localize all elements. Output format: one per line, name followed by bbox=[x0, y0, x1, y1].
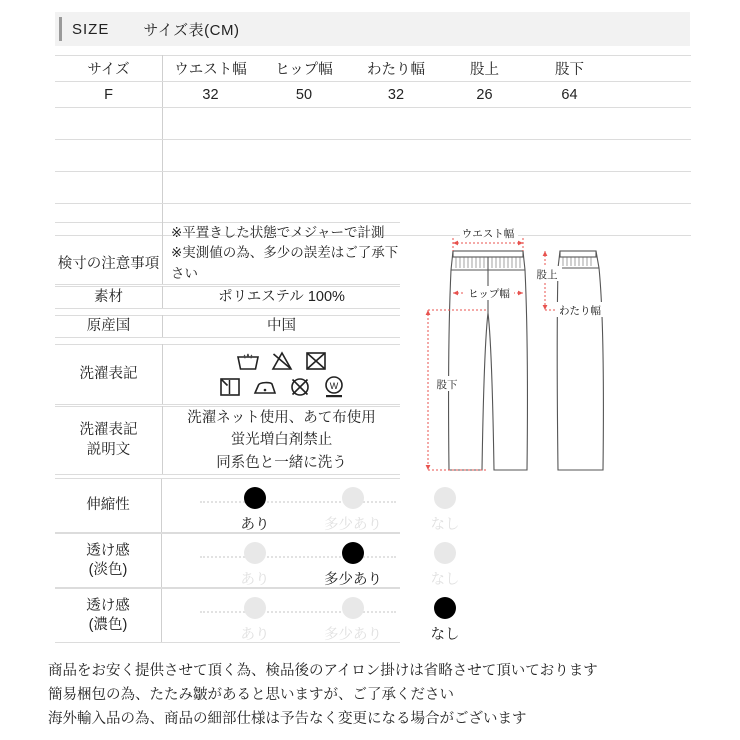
rating-label-line-2: (淡色) bbox=[88, 561, 128, 578]
iron-one-dot-icon bbox=[252, 376, 278, 398]
blank-cell bbox=[163, 172, 259, 204]
blank-cell bbox=[258, 172, 350, 204]
rating-scale-sheer-dark bbox=[162, 589, 500, 642]
blank-cell bbox=[258, 108, 350, 140]
no-tumble-dry-icon bbox=[304, 350, 328, 372]
footer-line-2: 簡易梱包の為、たたみ皺があると思いますが、ご了承ください bbox=[48, 686, 454, 703]
rating-label-line-1: 透け感 bbox=[86, 543, 130, 560]
measurement-table bbox=[55, 55, 691, 236]
table-row-blank bbox=[55, 172, 691, 204]
no-dryclean-icon bbox=[288, 376, 312, 398]
care-icon-group bbox=[163, 345, 400, 404]
header-size-label: SIZE bbox=[72, 20, 110, 38]
measurement-arrows bbox=[426, 241, 548, 470]
pants-side-outline bbox=[557, 251, 603, 470]
blank-cell bbox=[350, 108, 442, 140]
measure-note-line-2: ※実測値の為、多少の誤差はご了承下さい bbox=[171, 245, 399, 281]
rating-dot bbox=[244, 542, 266, 564]
table-row bbox=[55, 82, 691, 108]
material-row bbox=[55, 286, 400, 309]
care-icon-row-1 bbox=[236, 350, 328, 372]
care-symbols-value bbox=[163, 345, 401, 405]
pants-measurement-diagram bbox=[408, 218, 698, 480]
diagram-label-waist: ウエスト幅 bbox=[461, 228, 515, 240]
blank-cell bbox=[55, 172, 163, 204]
measurement-guides bbox=[428, 238, 603, 470]
rating-label-line-2: (濃色) bbox=[88, 616, 128, 633]
material-label: 素材 bbox=[55, 287, 163, 309]
cell-rise: 26 bbox=[442, 82, 527, 108]
rating-option-label: 多少あり bbox=[324, 517, 382, 533]
blank-cell bbox=[55, 140, 163, 172]
care-note-label-line-2: 説明文 bbox=[86, 441, 131, 458]
care-note-line-2: 蛍光増白剤禁止 bbox=[230, 432, 333, 449]
cell-size: F bbox=[55, 82, 163, 108]
rating-option-label: なし bbox=[430, 627, 460, 643]
care-icon-row-2 bbox=[218, 375, 346, 399]
rating-label-stretch bbox=[55, 479, 162, 532]
blank-cell bbox=[350, 172, 442, 204]
blank-cell bbox=[442, 108, 527, 140]
rating-dot bbox=[434, 597, 456, 619]
measure-notes-value bbox=[163, 223, 401, 285]
table-row-blank bbox=[55, 140, 691, 172]
rating-dot bbox=[342, 487, 364, 509]
pants-diagram-svg bbox=[408, 218, 698, 480]
care-symbols-row bbox=[55, 344, 400, 405]
blank-cell bbox=[527, 140, 612, 172]
no-bleach-triangle-icon bbox=[270, 350, 294, 372]
column-header-waist: ウエスト幅 bbox=[163, 56, 259, 82]
origin-label: 原産国 bbox=[55, 316, 163, 338]
table-header-row bbox=[55, 56, 691, 82]
rating-option-nashi[interactable] bbox=[405, 487, 485, 534]
table-row-blank bbox=[55, 108, 691, 140]
rating-option-label: なし bbox=[430, 517, 460, 533]
drip-dry-shade-icon bbox=[218, 376, 242, 398]
rating-option-label: あり bbox=[240, 517, 270, 533]
material-value: ポリエステル 100% bbox=[163, 287, 401, 309]
blank-cell bbox=[258, 140, 350, 172]
rating-scale-stretch bbox=[162, 479, 500, 532]
cell-inseam: 64 bbox=[527, 82, 612, 108]
rating-option-label: なし bbox=[430, 572, 460, 588]
rating-label-sheer-light bbox=[55, 534, 162, 587]
care-note-row bbox=[55, 406, 400, 475]
rating-option-ari[interactable] bbox=[215, 597, 295, 644]
cell-waist: 32 bbox=[163, 82, 259, 108]
footer-disclaimer bbox=[48, 660, 708, 732]
header-accent-bar bbox=[59, 17, 62, 41]
rating-dot bbox=[434, 542, 456, 564]
blank-cell bbox=[612, 108, 691, 140]
rating-row-sheer-dark bbox=[55, 588, 460, 643]
blank-cell bbox=[527, 108, 612, 140]
rating-option-tashou-ari[interactable] bbox=[313, 597, 393, 644]
blank-cell bbox=[442, 140, 527, 172]
care-note-value bbox=[163, 407, 401, 475]
blank-cell bbox=[612, 140, 691, 172]
column-header-empty bbox=[612, 56, 691, 82]
rating-dot bbox=[342, 542, 364, 564]
rating-dot bbox=[434, 487, 456, 509]
column-header-hip: ヒップ幅 bbox=[258, 56, 350, 82]
cell-empty bbox=[612, 82, 691, 108]
wet-clean-w-icon bbox=[322, 375, 346, 399]
rating-dot bbox=[342, 597, 364, 619]
rating-label-sheer-dark bbox=[55, 589, 162, 642]
column-header-inseam: 股下 bbox=[527, 56, 612, 82]
rating-option-label: 多少あり bbox=[324, 627, 382, 643]
waistband-ribbing-side bbox=[563, 257, 591, 266]
care-note-line-1: 洗濯ネット使用、あて布使用 bbox=[187, 410, 376, 426]
blank-cell bbox=[612, 172, 691, 204]
rating-option-ari[interactable] bbox=[215, 542, 295, 589]
blank-cell bbox=[442, 172, 527, 204]
cell-thigh: 32 bbox=[350, 82, 442, 108]
rating-option-label: あり bbox=[240, 627, 270, 643]
rating-option-tashou-ari[interactable] bbox=[313, 487, 393, 534]
cell-hip: 50 bbox=[258, 82, 350, 108]
rating-row-sheer-light bbox=[55, 533, 460, 588]
blank-cell bbox=[163, 140, 259, 172]
rating-dot bbox=[244, 597, 266, 619]
rating-row-stretch bbox=[55, 478, 460, 533]
blank-cell bbox=[163, 108, 259, 140]
blank-cell bbox=[527, 172, 612, 204]
care-symbols-label: 洗濯表記 bbox=[55, 345, 163, 405]
size-header bbox=[55, 12, 690, 46]
blank-cell bbox=[350, 140, 442, 172]
svg-text:W: W bbox=[329, 381, 338, 391]
footer-line-3: 海外輸入品の為、商品の細部仕様は予告なく変更になる場合がございます bbox=[48, 710, 527, 727]
column-header-rise: 股上 bbox=[442, 56, 527, 82]
rating-label-line-1: 伸縮性 bbox=[86, 497, 130, 514]
rating-dot bbox=[244, 487, 266, 509]
footer-line-1: 商品をお安く提供させて頂く為、検品後のアイロン掛けは省略させて頂いております bbox=[48, 663, 598, 679]
diagram-label-thigh: わたり幅 bbox=[559, 305, 601, 317]
rating-label-line-1: 透け感 bbox=[86, 598, 130, 615]
measure-note-line-1: ※平置きした状態でメジャーで計測 bbox=[171, 225, 385, 240]
page-title: サイズ表(CM) bbox=[143, 21, 240, 39]
rating-option-label: 多少あり bbox=[324, 572, 382, 588]
diagram-label-rise: 股上 bbox=[536, 269, 558, 281]
rating-option-label: あり bbox=[240, 572, 270, 588]
hand-wash-tub-icon bbox=[236, 350, 260, 372]
care-note-label bbox=[55, 407, 163, 475]
diagram-label-inseam: 股下 bbox=[436, 379, 458, 391]
origin-value: 中国 bbox=[163, 316, 401, 338]
rating-option-tashou-ari[interactable] bbox=[313, 542, 393, 589]
diagram-label-hip: ヒップ幅 bbox=[468, 288, 510, 300]
rating-scale-sheer-light bbox=[162, 534, 500, 587]
blank-cell bbox=[55, 108, 163, 140]
care-note-label-line-1: 洗濯表記 bbox=[79, 422, 138, 439]
rating-option-nashi[interactable] bbox=[405, 542, 485, 589]
care-note-line-3: 同系色と一緒に洗う bbox=[216, 454, 347, 471]
rating-option-ari[interactable] bbox=[215, 487, 295, 534]
column-header-thigh: わたり幅 bbox=[350, 56, 442, 82]
origin-row bbox=[55, 315, 400, 338]
column-header-size: サイズ bbox=[55, 56, 163, 82]
measure-notes-label: 検寸の注意事項 bbox=[57, 256, 160, 272]
pants-front-outline bbox=[449, 251, 528, 470]
rating-option-nashi[interactable] bbox=[405, 597, 485, 644]
